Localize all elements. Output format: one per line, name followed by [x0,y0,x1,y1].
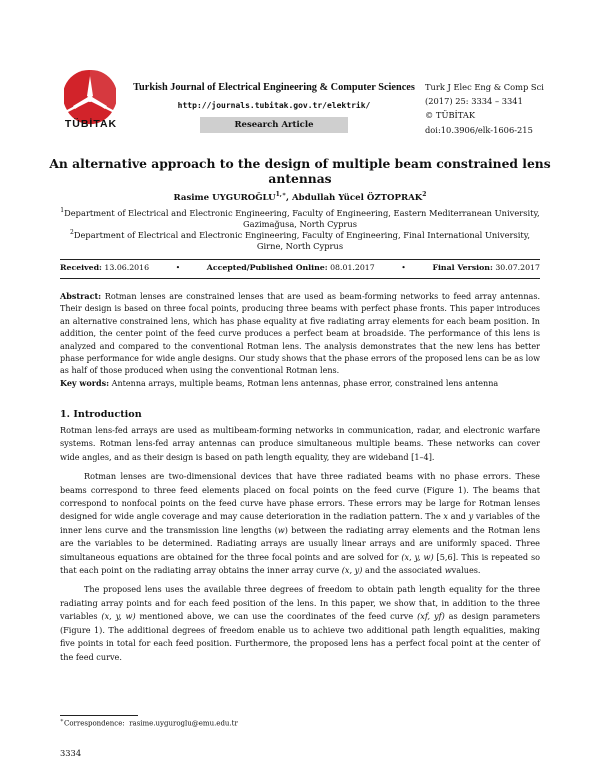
paragraph: Rotman lenses are two-dimensional devices that have three radiated beams with no phase errors. These beams correspond to three feed elements placed on focal points on the feed curve (Figure 1). The beams that correspond to nonfocal points on the feed curve have phase errors. These errors may be large for Rotman lenses designed for wide angle coverage and may cause deterioration in the radiation pattern. The x and y variables of the inner lens curve and the transmission line lengths (w) between the radiating array elements and the Rotman lens are the variables to be determined. Radiating arrays are usually linear arrays and are uniformly spaced. Three simultaneous equations are obtained for the three focal points and are solved for (x, y, w) [5,6]. This is repeated so that each point on the radiating array obtains the inner array curve (x, y) and the associated wvalues. [60,471,541,576]
affiliation-mark: 2 [70,229,74,236]
body-text [60,424,540,664]
citation-block [425,80,585,137]
keywords-text: Antenna arrays, multiple beams, Rotman lens antennas, phase error, constrained lens antenna [111,379,499,388]
footnote-divider [60,715,138,716]
citation-volume: (2017) 25: 3334 – 3341 [425,96,523,107]
citation-journal: Turk J Elec Eng & Comp Sci [425,82,544,92]
author-separator: , [286,192,293,203]
article-dates [60,263,540,272]
author-list [20,191,580,203]
paragraph: The proposed lens uses the available three degrees of freedom to obtain path length equality for the three radiating array points and for each feed position of the lens. In this paper, we show that, in addition to the three variables (x, y, w) mentioned above, we can use the coordinates of the feed curve (xf, yf) as design parameters (Figure 1). The additional degrees of freedom enable us to achieve two additional path length equalities, making five points in total for each feed position. Furthermore, the proposed lens has a perfect focal point at the center of the feed curve. [60,584,540,662]
abstract-label: Abstract: [60,291,102,301]
page-number: 3334 [60,748,82,758]
article-title: An alternative approach to the design of multiple beam constrained lens antennas [49,156,551,186]
citation-doi[interactable]: doi:10.3906/elk-1606-215 [425,124,533,135]
affiliation-line: Girne, North Cyprus [256,240,344,251]
affiliation-line: Department of Electrical and Electronic Engineering, Faculty of Engineering, Final International University, [73,229,530,240]
affiliation-2 [40,227,560,252]
journal-url-link[interactable]: http://journals.tubitak.gov.tr/elektrik/ [177,101,371,110]
article-type-badge: Research Article [200,117,348,133]
journal-name: Turkish Journal of Electrical Engineering & Computer Sciences [133,82,415,93]
footnote-label: Correspondence: [63,719,125,728]
keywords-label: Key words: [60,378,110,388]
accepted-date: Accepted/Published Online: 08.01.2017 [206,263,375,272]
author-affiliation-mark: 1,∗ [275,191,287,198]
author-affiliation-mark: 2 [422,191,427,198]
divider [60,259,540,260]
footnote-marker: ∗ [60,718,64,724]
paragraph: Rotman lens-fed arrays are used as multibeam-forming networks in communication, radar, and electronic warfare systems. Rotman lens-fed array antennas can produce simultaneous multiple beams. These networks can cover wide angles, and as their design is based on path length equality, they are wideband [1–4]. [60,425,540,462]
affiliation-line: Gazimağusa, North Cyprus [243,218,357,229]
correspondence-footnote [60,718,238,727]
publisher-logo-text: TÜBİTAK [64,118,118,130]
abstract [60,290,540,378]
author-name: Rasime UYGUROĞLU [173,192,276,203]
affiliation-mark: 1 [60,207,65,214]
citation-copyright: © TÜBİTAK [425,110,476,121]
author-name: Abdullah Yücel ÖZTOPRAK [292,192,423,203]
abstract-text: Rotman lenses are constrained lenses that are used as beam-forming networks to feed array antennas. Their design is based on three focal points, producing three beams with perfect phase fronts. This paper introduces an alternative constrained lens, which has phase equality at five radiating array elements for each beam position. In addition, the center point of the feed curve produces a perfect beam at broadside. The performance of this lens is analyzed and compared to the conventional Rotman lens. The analysis demonstrates that the new lens has better phase performance for wide angle designs. Our study shows that the phase errors of the proposed lens can be as low as half of those produced when using the conventional Rotman lens. [60,292,541,376]
correspondence-email-link[interactable]: rasime.uyguroglu@emu.edu.tr [129,719,238,728]
divider [60,278,540,279]
bullet-separator: • [401,263,406,272]
keywords [60,377,540,390]
final-version-date: Final Version: 30.07.2017 [432,263,540,272]
bullet-separator: • [175,263,181,272]
section-heading: 1. Introduction [60,409,142,420]
affiliation-line: Department of Electrical and Electronic Engineering, Faculty of Engineering, Eastern Mediterranean University, [64,207,540,218]
received-date: Received: 13.06.2016 [60,263,150,272]
